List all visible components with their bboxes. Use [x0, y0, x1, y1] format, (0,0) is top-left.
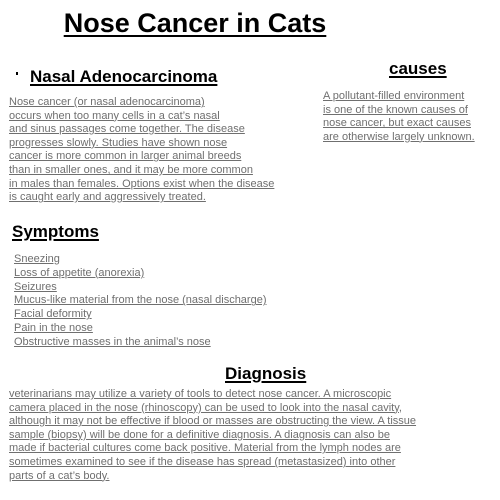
nasal-line: occurs when too many cells in a cat’s nasal: [9, 109, 220, 122]
nasal-line: Nose cancer (or nasal adenocarcinoma): [9, 96, 205, 108]
nasal-line: cancer is more common in larger animal breeds: [9, 150, 242, 163]
diagnosis-line: veterinarians may utilize a variety of tools to detect nose cancer. A microscopic: [9, 388, 392, 400]
symptom-item: Seizures: [14, 280, 57, 293]
causes-paragraph: [323, 90, 475, 144]
diagnosis-line: sometimes examined to see if the disease has spread (metastasized) into other: [9, 455, 396, 468]
nasal-line: is caught early and aggressively treated.: [9, 191, 206, 204]
diagnosis-heading: Diagnosis: [225, 364, 307, 383]
diagnosis-paragraph: [9, 388, 416, 483]
diagnosis-line: although it may not be effective if blood or masses are obstructing the view. A tissue: [9, 415, 417, 428]
page-title: Nose Cancer in Cats: [63, 8, 327, 38]
nasal-line: progresses slowly. Studies have shown nose: [9, 136, 228, 149]
diagnosis-line: camera placed in the nose (rhinoscopy) can be used to look into the nasal cavity,: [9, 401, 402, 414]
symptom-item: Facial deformity: [14, 308, 92, 321]
symptoms-heading: Symptoms: [12, 222, 99, 241]
symptom-item: Sneezing: [14, 253, 60, 265]
causes-line: is one of the known causes of: [323, 103, 468, 116]
nasal-paragraph: [9, 96, 274, 205]
diagnosis-line: made if bacterial cultures come back positive. Material from the lymph nodes are: [9, 442, 401, 455]
nasal-line: and sinus passages come together. The disease: [9, 123, 245, 136]
bullet-mark: [16, 72, 18, 75]
causes-line: nose cancer, but exact causes: [323, 117, 471, 130]
nasal-heading: Nasal Adenocarcinoma: [30, 67, 218, 86]
diagnosis-line: sample (biopsy) will be done for a definitive diagnosis. A diagnosis can also be: [9, 428, 390, 441]
nasal-line: than in smaller ones, and it may be more common: [9, 163, 253, 176]
causes-heading: causes: [389, 59, 447, 78]
causes-line: are otherwise largely unknown.: [323, 130, 475, 143]
symptom-item: Pain in the nose: [14, 321, 93, 334]
causes-line: A pollutant-filled environment: [323, 90, 465, 102]
symptom-item: Mucus-like material from the nose (nasal discharge): [14, 294, 267, 307]
nasal-line: in males than females. Options exist when the disease: [9, 177, 275, 190]
diagnosis-line: parts of a cat’s body.: [9, 469, 110, 482]
symptom-item: Obstructive masses in the animal’s nose: [14, 335, 211, 348]
symptoms-list: [14, 253, 267, 350]
symptom-item: Loss of appetite (anorexia): [14, 266, 145, 279]
